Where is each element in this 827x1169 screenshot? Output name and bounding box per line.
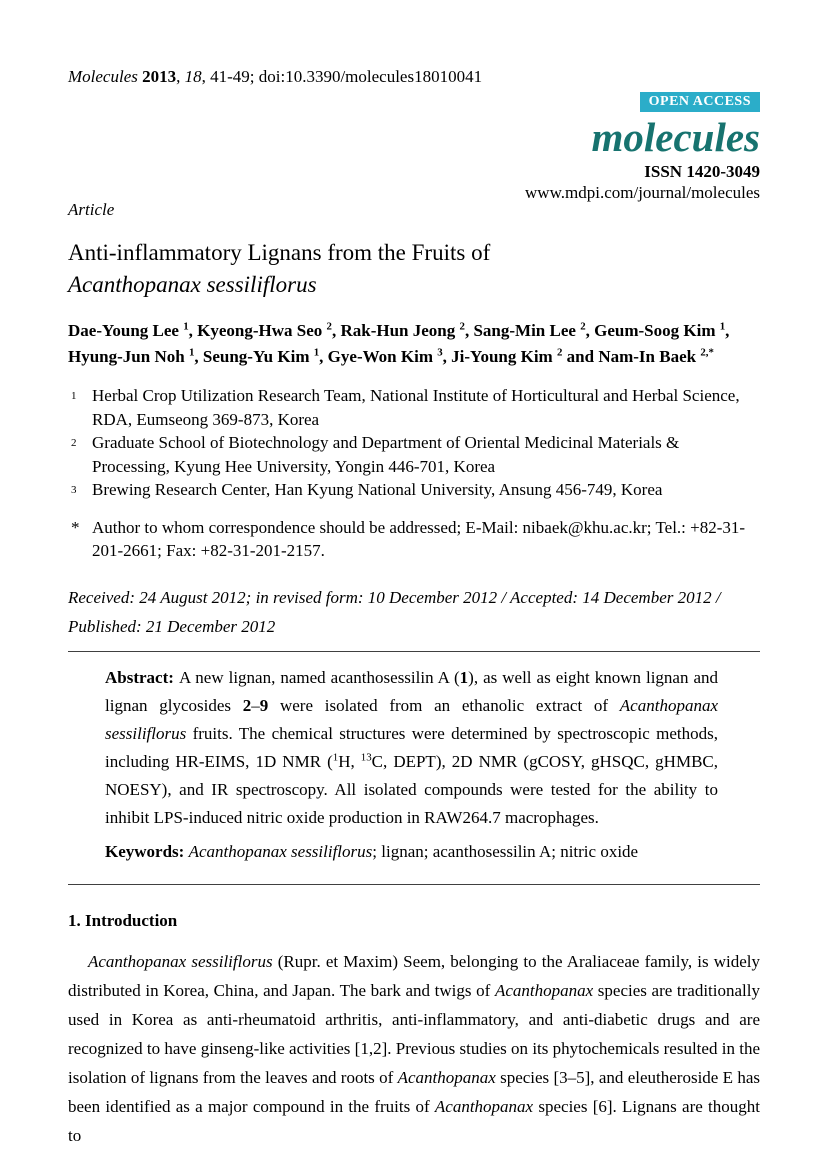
abstract-paragraph: Abstract: A new lignan, named acanthosessilin A (1), as well as eight known lignan and lignan glycosides 2–9 were isolated from an ethanolic extract of Acanthopanax sessiliflorus fruits. The chemical structures were determined by spectroscopic methods, including HR-EIMS, 1D NMR ($^1$H, $^{13}$C, DEPT), 2D NMR (gCOSY, gHSQC, gHMBC, NOESY), and IR spectroscopy. All isolated compounds were tested for the ability to inhibit LPS-induced nitric oxide production in RAW264.7 macrophages. bbox=[105, 667, 719, 827]
article-type-label: Article bbox=[68, 200, 115, 219]
affiliation-item bbox=[68, 384, 760, 431]
article-title-species: Acanthopanax sessiliflorus bbox=[68, 272, 317, 297]
correspondence-text: Author to whom correspondence should be addressed; E-Mail: nibaek@khu.ac.kr; Tel.: +82-31-201-2661; Fax: +82-31-201-2157. bbox=[92, 517, 746, 560]
open-access-badge: OPEN ACCESS bbox=[640, 92, 760, 112]
affiliation-item bbox=[68, 478, 760, 502]
affiliation-marker: 3 bbox=[71, 484, 77, 496]
affiliation-item bbox=[68, 431, 760, 478]
keywords-line: Keywords: Acanthopanax sessiliflorus; lignan; acanthosessilin A; nitric oxide bbox=[105, 841, 639, 861]
affiliation-text: Graduate School of Biotechnology and Department of Oriental Medicinal Materials & Processing, Kyung Hee University, Yongin 446-701, Korea bbox=[92, 433, 680, 476]
affiliation-list bbox=[68, 384, 760, 502]
citation-line: Molecules 2013, 18, 41-49; doi:10.3390/molecules18010041 bbox=[68, 67, 483, 86]
affiliation-marker: 1 bbox=[71, 390, 77, 402]
abstract-section bbox=[68, 652, 760, 874]
dates-line: Received: 24 August 2012; in revised form: 10 December 2012 / Accepted: 14 December 2012 / Published: 21 December 2012 bbox=[68, 587, 721, 636]
journal-logo: molecules bbox=[591, 114, 760, 160]
journal-header bbox=[68, 92, 760, 203]
correspondence-marker: * bbox=[71, 517, 80, 537]
open-access-badge-row bbox=[68, 92, 760, 112]
issn-label: ISSN 1420-3049 bbox=[644, 162, 760, 181]
affiliation-text: Brewing Research Center, Han Kyung National University, Ansung 456-749, Korea bbox=[92, 480, 663, 499]
authors-line: Dae-Young Lee $^1$, Kyeong-Hwa Seo $^2$, Rak-Hun Jeong $^2$, Sang-Min Lee $^2$, Geum-Soog Kim $^1$, Hyung-Jun Noh $^1$, Seung-Yu Kim $^1$, Gye-Won Kim $^3$, Ji-Young Kim $^2$ and Nam-In Baek $^{2,*}$ bbox=[68, 320, 730, 366]
introduction-paragraph: Acanthopanax sessiliflorus (Rupr. et Maxim) Seem, belonging to the Araliaceae family, is widely distributed in Korea, China, and Japan. The bark and twigs of Acanthopanax species are traditionally used in Korea as anti-rheumatoid arthritis, anti-inflammatory, and anti-diabetic drugs and are recognized to have ginseng-like activities [1,2]. Previous studies on its phytochemicals resulted in the isolation of lignans from the leaves and roots of Acanthopanax species [3–5], and eleutheroside E has been identified as a major compound in the fruits of Acanthopanax species [6]. Lignans are thought to bbox=[68, 951, 760, 1145]
divider-bottom bbox=[68, 884, 760, 885]
correspondence-note bbox=[68, 516, 760, 563]
affiliation-text: Herbal Crop Utilization Research Team, National Institute of Horticultural and Herbal Science, RDA, Eumseong 369-873, Korea bbox=[92, 386, 740, 429]
journal-url: www.mdpi.com/journal/molecules bbox=[525, 183, 760, 202]
section-heading-introduction: 1. Introduction bbox=[68, 910, 178, 930]
article-title-line1: Anti-inflammatory Lignans from the Fruits of bbox=[68, 240, 491, 265]
affiliation-marker: 2 bbox=[71, 437, 77, 449]
article-title bbox=[68, 237, 760, 301]
